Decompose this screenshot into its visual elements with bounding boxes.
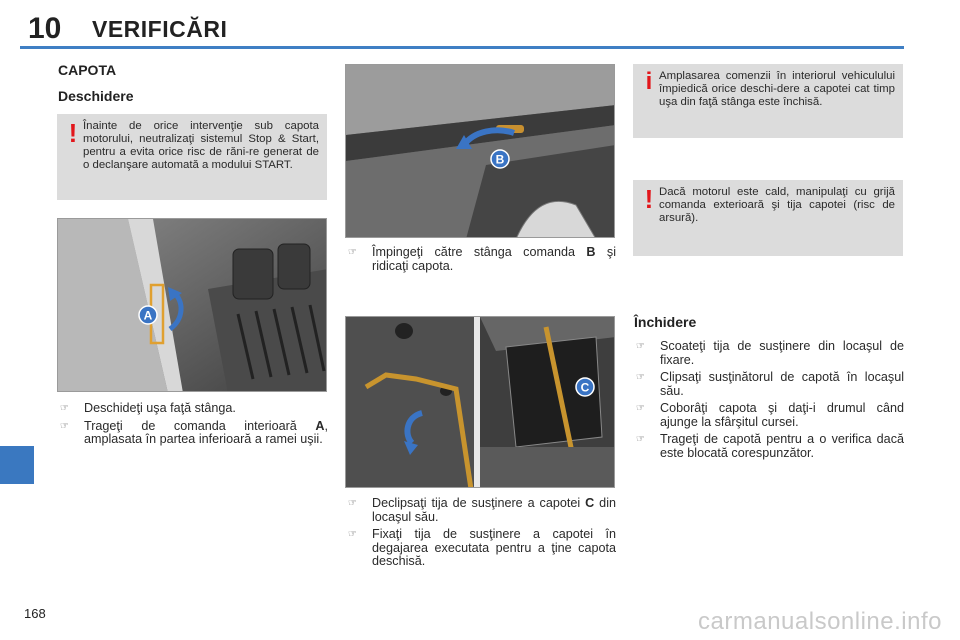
closing-title: Închidere xyxy=(634,314,697,330)
step-close-1: ☞ Scoateţi tija de susţinere din locaşul de fixare. xyxy=(636,339,904,367)
info-note-location xyxy=(633,64,903,138)
warning-note-hot-text: Dacă motorul este cald, manipulaţi cu grijă comanda exterioară şi tija capotei (risc de arsură). xyxy=(659,186,895,224)
hand-pointer-icon: ☞ xyxy=(60,420,69,432)
chapter-side-tab xyxy=(0,446,34,484)
figure-hood-catch xyxy=(345,64,615,238)
steps-prop-rod xyxy=(346,497,616,573)
hand-pointer-icon: ☞ xyxy=(348,498,357,509)
hand-pointer-icon: ☞ xyxy=(636,403,645,414)
hand-pointer-icon: ☞ xyxy=(348,247,357,258)
callout-a-label: A xyxy=(143,308,153,323)
steps-closing xyxy=(634,340,904,464)
info-note-location-text: Amplasarea comenzii în interiorul vehiculului împiedică orice deschi-dere a capotei cat timp uşa din faţă stânga este închisă. xyxy=(659,70,895,108)
step-a-2: ☞ Trageţi de comanda interioară A, amplasata în partea inferioară a ramei uşii. xyxy=(60,418,328,446)
hand-pointer-icon: ☞ xyxy=(636,434,645,445)
warning-icon: ! xyxy=(644,184,654,214)
chapter-number: 10 xyxy=(28,12,62,45)
steps-interior xyxy=(58,402,328,451)
warning-icon: ! xyxy=(68,118,78,148)
hand-pointer-icon: ☞ xyxy=(348,529,357,540)
figure-prop-rod xyxy=(345,316,615,488)
step-c-1: ☞ Declipsaţi tija de susţinere a capotei C din locaşul său. xyxy=(348,496,616,524)
figure-interior-lever xyxy=(57,218,327,392)
page-number: 168 xyxy=(24,606,46,621)
info-icon: i xyxy=(645,68,653,95)
steps-hood-release xyxy=(346,246,616,277)
section-title: CAPOTA xyxy=(58,62,117,78)
warning-note-start xyxy=(57,114,327,200)
watermark: carmanualsonline.info xyxy=(698,608,942,635)
step-b-1: ☞ Împingeţi către stânga comanda B şi ridicaţi capota. xyxy=(348,245,617,273)
hand-pointer-icon: ☞ xyxy=(636,341,645,352)
step-c-2: ☞ Fixaţi tija de susţinere a capotei în degajarea executata pentru a ţine capota deschisă. xyxy=(348,527,616,568)
callout-c-label: C xyxy=(580,380,590,395)
step-close-4: ☞ Trageţi de capotă pentru a o verifica dacă este blocată corespunzător. xyxy=(636,432,904,460)
hand-pointer-icon: ☞ xyxy=(636,372,645,383)
step-close-2: ☞ Clipsaţi susţinătorul de capotă în locaşul său. xyxy=(636,370,904,398)
hand-pointer-icon: ☞ xyxy=(60,403,69,414)
step-a-1: ☞ Deschideţi uşa faţă stânga. xyxy=(60,401,236,415)
header-rule xyxy=(20,46,904,49)
opening-title: Deschidere xyxy=(58,88,134,104)
warning-note-hot xyxy=(633,180,903,256)
warning-note-start-text: Înainte de orice intervenţie sub capota motorului, neutralizaţi sistemul Stop & Start, pentru a evita orice risc de răni-re generat de o declanşare automată a modului START. xyxy=(83,120,319,171)
step-close-3: ☞ Coborâţi capota şi daţi-i drumul când ajunge la sfârşitul cursei. xyxy=(636,401,904,429)
chapter-title: VERIFICĂRI xyxy=(92,16,228,42)
callout-b-label: B xyxy=(495,152,505,167)
